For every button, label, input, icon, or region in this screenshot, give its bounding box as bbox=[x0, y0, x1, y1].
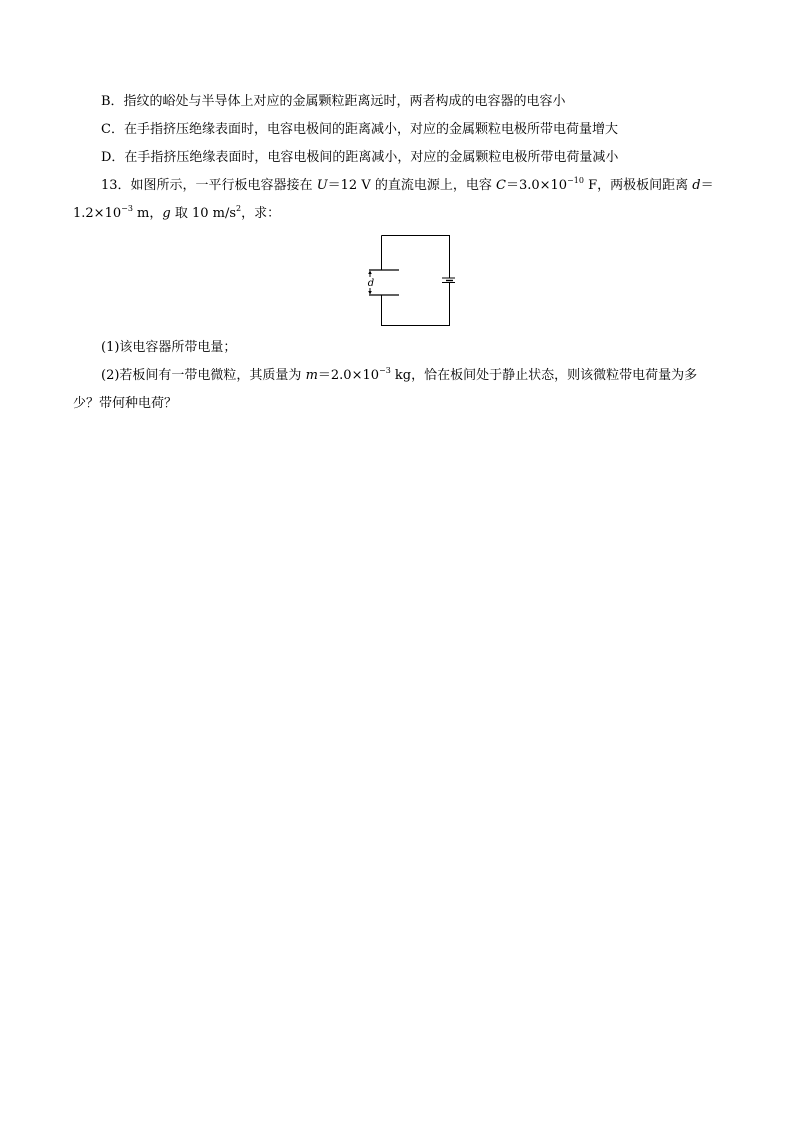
distance-equals: ＝ bbox=[700, 178, 714, 193]
distance-value: 1.2×10 bbox=[73, 206, 122, 221]
option-d: D．在手指挤压绝缘表面时，电容电极间的距离减小，对应的金属颗粒电极所带电荷量减小 bbox=[101, 150, 619, 165]
problem-13-intro: 13．如图所示，一平行板电容器接在 bbox=[101, 178, 317, 193]
question-2-intro: (2)若板间有一带电微粒，其质量为 bbox=[101, 368, 306, 383]
capacitance-exponent: −10 bbox=[567, 176, 584, 185]
gravity-text: 取 10 m/s bbox=[170, 206, 237, 221]
question-2-line-2: 少？带何种电荷？ bbox=[73, 396, 178, 411]
option-c: C．在手指挤压绝缘表面时，电容电极间的距离减小，对应的金属颗粒电极所带电荷量增大 bbox=[101, 122, 618, 137]
distance-label: d bbox=[367, 278, 375, 289]
capacitance-value: ＝3.0×10 bbox=[505, 178, 568, 193]
distance-exponent: −3 bbox=[121, 204, 133, 213]
distance-arrow-top bbox=[368, 271, 372, 275]
distance-symbol: d bbox=[692, 178, 701, 193]
question-2-line-1 bbox=[101, 366, 697, 386]
voltage-value: ＝12 V 的直流电源上，电容 bbox=[327, 178, 496, 193]
distance-unit: m， bbox=[132, 206, 163, 221]
gravity-end: ，求： bbox=[241, 206, 281, 221]
circuit-wire bbox=[382, 236, 450, 279]
problem-13-line-1 bbox=[101, 176, 714, 196]
gravity-symbol: g bbox=[162, 206, 171, 221]
option-b: B．指纹的峪处与半导体上对应的金属颗粒距离远时，两者构成的电容器的电容小 bbox=[101, 94, 566, 109]
capacitor-circuit-diagram bbox=[363, 233, 455, 329]
mass-exponent: −3 bbox=[379, 366, 391, 375]
mass-value: ＝2.0×10 bbox=[317, 368, 379, 383]
gravity-exponent: 2 bbox=[236, 204, 242, 213]
capacitance-symbol: C bbox=[495, 178, 506, 193]
problem-13-line-2 bbox=[73, 204, 280, 224]
voltage-symbol: U bbox=[316, 178, 328, 193]
mass-unit: kg，恰在板间处于静止状态，则该微粒带电荷量为多 bbox=[390, 368, 698, 383]
question-1: (1)该电容器所带电量； bbox=[101, 340, 237, 355]
distance-arrow-bottom bbox=[368, 291, 372, 295]
circuit-wire-lower bbox=[382, 282, 450, 326]
capacitance-unit: F，两极板间距离 bbox=[583, 178, 693, 193]
mass-symbol: m bbox=[305, 368, 318, 383]
